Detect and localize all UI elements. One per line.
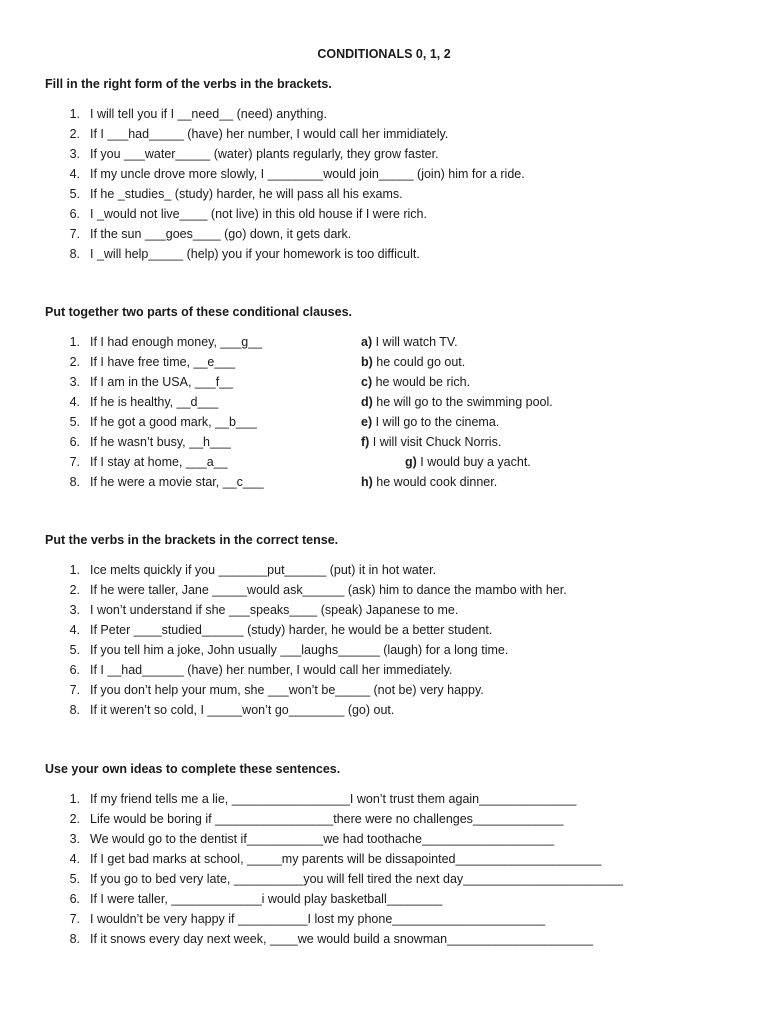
section-3-heading: Put the verbs in the brackets in the correct tense. [45,533,339,547]
item-number: 2. [69,127,80,141]
option-letter: h) [361,475,373,489]
item-text: If you don’t help your mum, she ___won’t be_____ (not be) very happy. [90,683,484,697]
item-number: 1. [69,107,80,121]
item-text: If you ___water_____ (water) plants regularly, they grow faster. [90,147,439,161]
item-number: 8. [69,703,80,717]
item-text: If he wasn’t busy, __h___ [90,435,231,449]
page-title: CONDITIONALS 0, 1, 2 [317,47,451,61]
item-text: If I had enough money, ___g__ [90,335,263,349]
item-text: We would go to the dentist if___________we had toothache___________________ [90,832,555,846]
section-1-heading: Fill in the right form of the verbs in the brackets. [45,77,332,91]
item-number: 4. [69,852,80,866]
item-number: 6. [69,663,80,677]
item-text: I won’t understand if she ___speaks____ (speak) Japanese to me. [90,603,459,617]
item-text: If he were a movie star, __c___ [90,475,264,489]
item-number: 5. [69,415,80,429]
option-letter: b) [361,355,373,369]
item-text: If my uncle drove more slowly, I ________would join_____ (join) him for a ride. [90,167,525,181]
item-text: If the sun ___goes____ (go) down, it gets dark. [90,227,352,241]
item-number: 7. [69,227,80,241]
item-text: If I __had______ (have) her number, I would call her immediately. [90,663,453,677]
item-number: 2. [69,355,80,369]
item-number: 7. [69,683,80,697]
item-text: If I stay at home, ___a__ [90,455,228,469]
answer-option [361,412,499,432]
option-text: he would cook dinner. [372,475,498,489]
item-number: 8. [69,475,80,489]
answer-option [361,332,458,352]
item-number: 4. [69,623,80,637]
item-number: 3. [69,603,80,617]
answer-option [361,472,497,492]
option-letter: f) [361,435,370,449]
answer-option [361,432,501,452]
item-text: If he got a good mark, __b___ [90,415,257,429]
option-text: he will go to the swimming pool. [372,395,553,409]
item-number: 5. [69,643,80,657]
item-number: 1. [69,792,80,806]
item-text: If it snows every day next week, ____we would build a snowman_____________________ [90,932,594,946]
item-number: 7. [69,912,80,926]
item-number: 6. [69,435,80,449]
item-text: Life would be boring if _________________there were no challenges_____________ [90,812,564,826]
item-number: 5. [69,872,80,886]
option-text: I will watch TV. [372,335,458,349]
item-text: I _will help_____ (help) you if your homework is too difficult. [90,247,420,261]
item-text: If I am in the USA, ___f__ [90,375,234,389]
item-number: 6. [69,892,80,906]
item-text: If he is healthy, __d___ [90,395,219,409]
item-text: If you go to bed very late, __________you will fell tired the next day_______________________ [90,872,624,886]
item-number: 8. [69,247,80,261]
item-number: 5. [69,187,80,201]
answer-option [361,372,470,392]
item-text: If I have free time, __e___ [90,355,236,369]
item-number: 2. [69,812,80,826]
item-text: If I ___had_____ (have) her number, I would call her immidiately. [90,127,449,141]
item-text: If he _studies_ (study) harder, he will pass all his exams. [90,187,403,201]
item-number: 8. [69,932,80,946]
item-text: I will tell you if I __need__ (need) anything. [90,107,327,121]
item-text: I wouldn’t be very happy if __________I lost my phone______________________ [90,912,546,926]
section-4-heading: Use your own ideas to complete these sentences. [45,762,341,776]
item-text: I _would not live____ (not live) in this old house if I were rich. [90,207,427,221]
option-letter: d) [361,395,373,409]
option-letter: a) [361,335,373,349]
section-2-heading: Put together two parts of these conditional clauses. [45,305,352,319]
item-text: If I get bad marks at school, _____my parents will be dissapointed_____________________ [90,852,602,866]
item-number: 1. [69,335,80,349]
item-text: If Peter ____studied______ (study) harder, he would be a better student. [90,623,493,637]
item-text: If he were taller, Jane _____would ask______ (ask) him to dance the mambo with her. [90,583,567,597]
item-text: If I were taller, _____________i would play basketball________ [90,892,443,906]
item-text: If you tell him a joke, John usually ___laughs______ (laugh) for a long time. [90,643,509,657]
item-text: If it weren’t so cold, I _____won’t go________ (go) out. [90,703,395,717]
item-number: 4. [69,167,80,181]
item-number: 4. [69,395,80,409]
item-text: Ice melts quickly if you _______put______ (put) it in hot water. [90,563,437,577]
option-text: I would buy a yacht. [416,455,531,469]
option-text: he would be rich. [372,375,471,389]
option-text: he could go out. [372,355,466,369]
item-number: 1. [69,563,80,577]
item-number: 3. [69,375,80,389]
item-number: 2. [69,583,80,597]
item-number: 3. [69,147,80,161]
item-number: 3. [69,832,80,846]
answer-option [361,392,553,412]
option-text: I will visit Chuck Norris. [369,435,502,449]
item-number: 6. [69,207,80,221]
option-letter: c) [361,375,373,389]
item-text: If my friend tells me a lie, _________________I won’t trust them again______________ [90,792,577,806]
option-text: I will go to the cinema. [372,415,500,429]
option-letter: e) [361,415,373,429]
answer-option [405,452,531,472]
item-number: 7. [69,455,80,469]
option-letter: g) [405,455,417,469]
answer-option [361,352,465,372]
